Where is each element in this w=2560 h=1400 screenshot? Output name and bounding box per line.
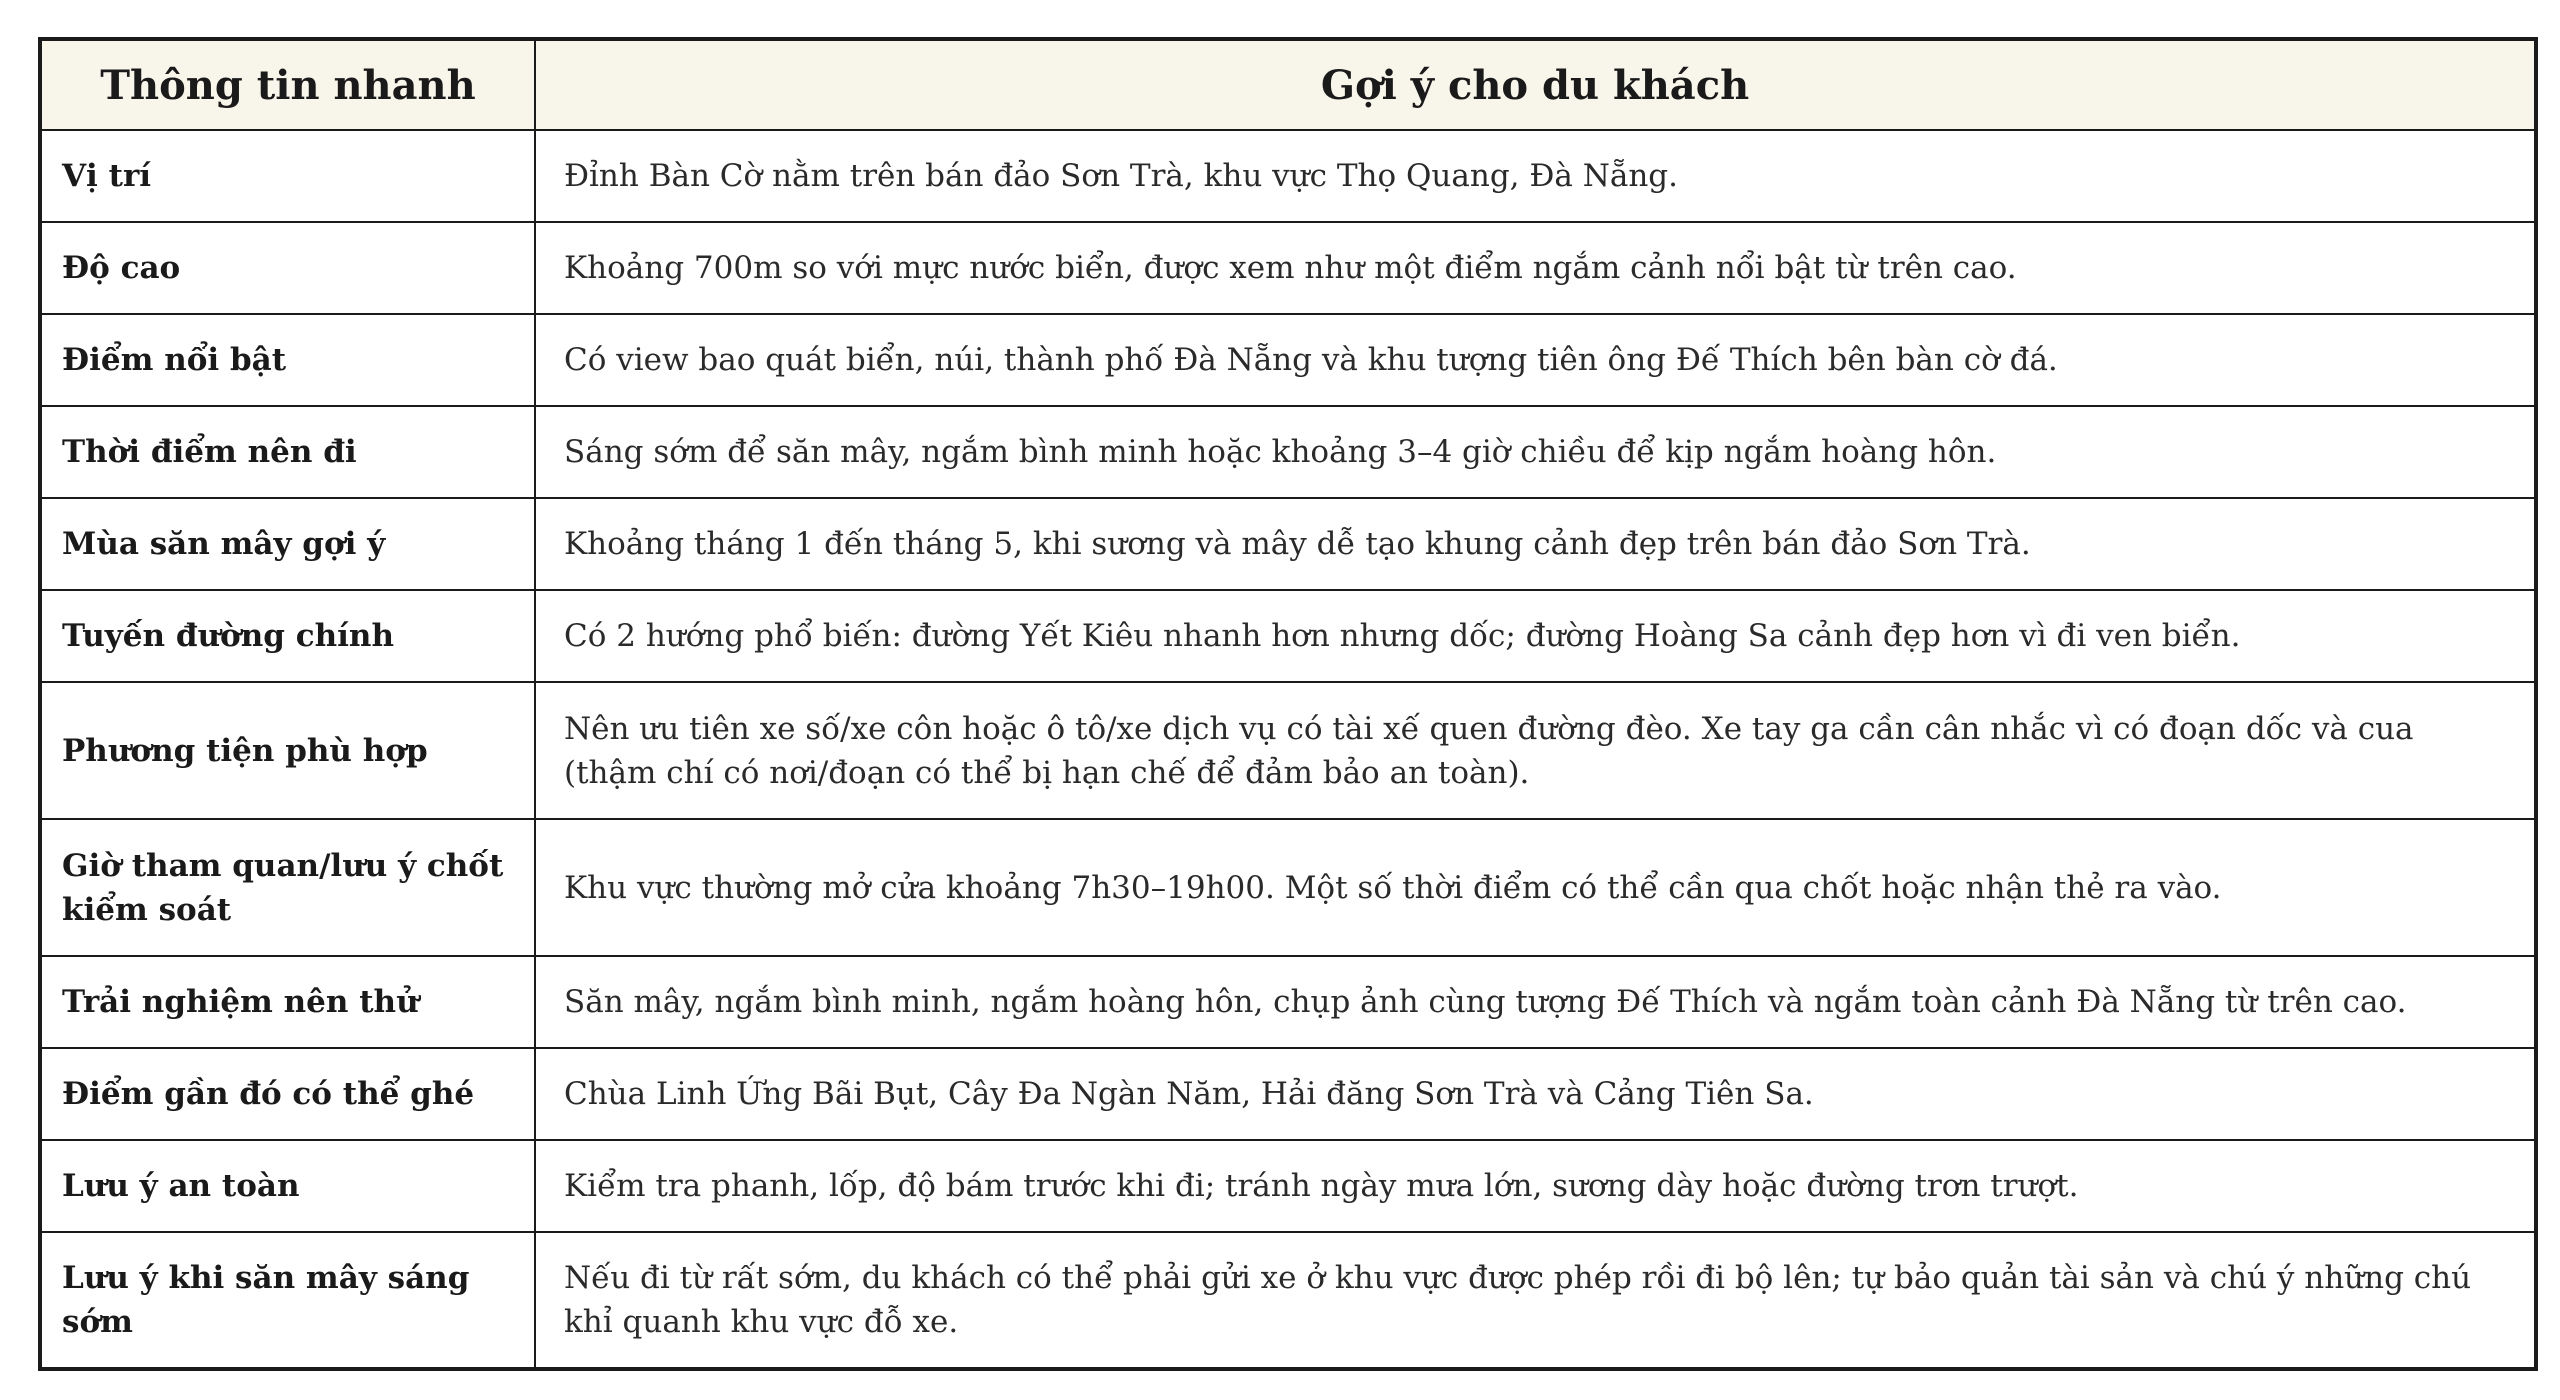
row-key: Tuyến đường chính <box>40 590 535 682</box>
row-key: Trải nghiệm nên thử <box>40 956 535 1048</box>
info-table <box>38 37 2538 1371</box>
table-header-row <box>40 39 2536 130</box>
table-row <box>40 1048 2536 1140</box>
row-value: Nếu đi từ rất sớm, du khách có thể phải gửi xe ở khu vực được phép rồi đi bộ lên; tự bảo quản tài sản và chú ý những chú khỉ quanh khu vực đỗ xe. <box>535 1232 2536 1369</box>
row-value: Khoảng 700m so với mực nước biển, được xem như một điểm ngắm cảnh nổi bật từ trên cao. <box>535 222 2536 314</box>
row-value: Sáng sớm để săn mây, ngắm bình minh hoặc khoảng 3–4 giờ chiều để kịp ngắm hoàng hôn. <box>535 406 2536 498</box>
table-row <box>40 498 2536 590</box>
row-value: Kiểm tra phanh, lốp, độ bám trước khi đi; tránh ngày mưa lớn, sương dày hoặc đường trơn trượt. <box>535 1140 2536 1232</box>
row-value: Đỉnh Bàn Cờ nằm trên bán đảo Sơn Trà, khu vực Thọ Quang, Đà Nẵng. <box>535 130 2536 222</box>
row-key: Thời điểm nên đi <box>40 406 535 498</box>
row-key: Vị trí <box>40 130 535 222</box>
header-traveler-tips: Gợi ý cho du khách <box>535 39 2536 130</box>
info-table-container <box>38 37 2534 1371</box>
row-key: Lưu ý an toàn <box>40 1140 535 1232</box>
row-value: Săn mây, ngắm bình minh, ngắm hoàng hôn, chụp ảnh cùng tượng Đế Thích và ngắm toàn cảnh Đà Nẵng từ trên cao. <box>535 956 2536 1048</box>
row-key: Phương tiện phù hợp <box>40 682 535 819</box>
row-value: Nên ưu tiên xe số/xe côn hoặc ô tô/xe dịch vụ có tài xế quen đường đèo. Xe tay ga cần cân nhắc vì có đoạn dốc và cua (thậm chí có nơi/đoạn có thể bị hạn chế để đảm bảo an toàn). <box>535 682 2536 819</box>
row-key: Điểm nổi bật <box>40 314 535 406</box>
row-key: Lưu ý khi săn mây sáng sớm <box>40 1232 535 1369</box>
table-row <box>40 222 2536 314</box>
header-quick-info: Thông tin nhanh <box>40 39 535 130</box>
row-value: Khoảng tháng 1 đến tháng 5, khi sương và mây dễ tạo khung cảnh đẹp trên bán đảo Sơn Trà. <box>535 498 2536 590</box>
row-key: Độ cao <box>40 222 535 314</box>
table-row <box>40 1140 2536 1232</box>
table-row <box>40 406 2536 498</box>
table-row <box>40 819 2536 956</box>
row-key: Mùa săn mây gợi ý <box>40 498 535 590</box>
row-key: Điểm gần đó có thể ghé <box>40 1048 535 1140</box>
table-row <box>40 130 2536 222</box>
row-value: Có 2 hướng phổ biến: đường Yết Kiêu nhanh hơn nhưng dốc; đường Hoàng Sa cảnh đẹp hơn vì đi ven biển. <box>535 590 2536 682</box>
table-row <box>40 314 2536 406</box>
row-value: Chùa Linh Ứng Bãi Bụt, Cây Đa Ngàn Năm, Hải đăng Sơn Trà và Cảng Tiên Sa. <box>535 1048 2536 1140</box>
table-row <box>40 682 2536 819</box>
row-key: Giờ tham quan/lưu ý chốt kiểm soát <box>40 819 535 956</box>
row-value: Khu vực thường mở cửa khoảng 7h30–19h00. Một số thời điểm có thể cần qua chốt hoặc nhận thẻ ra vào. <box>535 819 2536 956</box>
table-row <box>40 590 2536 682</box>
table-row <box>40 956 2536 1048</box>
row-value: Có view bao quát biển, núi, thành phố Đà Nẵng và khu tượng tiên ông Đế Thích bên bàn cờ đá. <box>535 314 2536 406</box>
table-row <box>40 1232 2536 1369</box>
